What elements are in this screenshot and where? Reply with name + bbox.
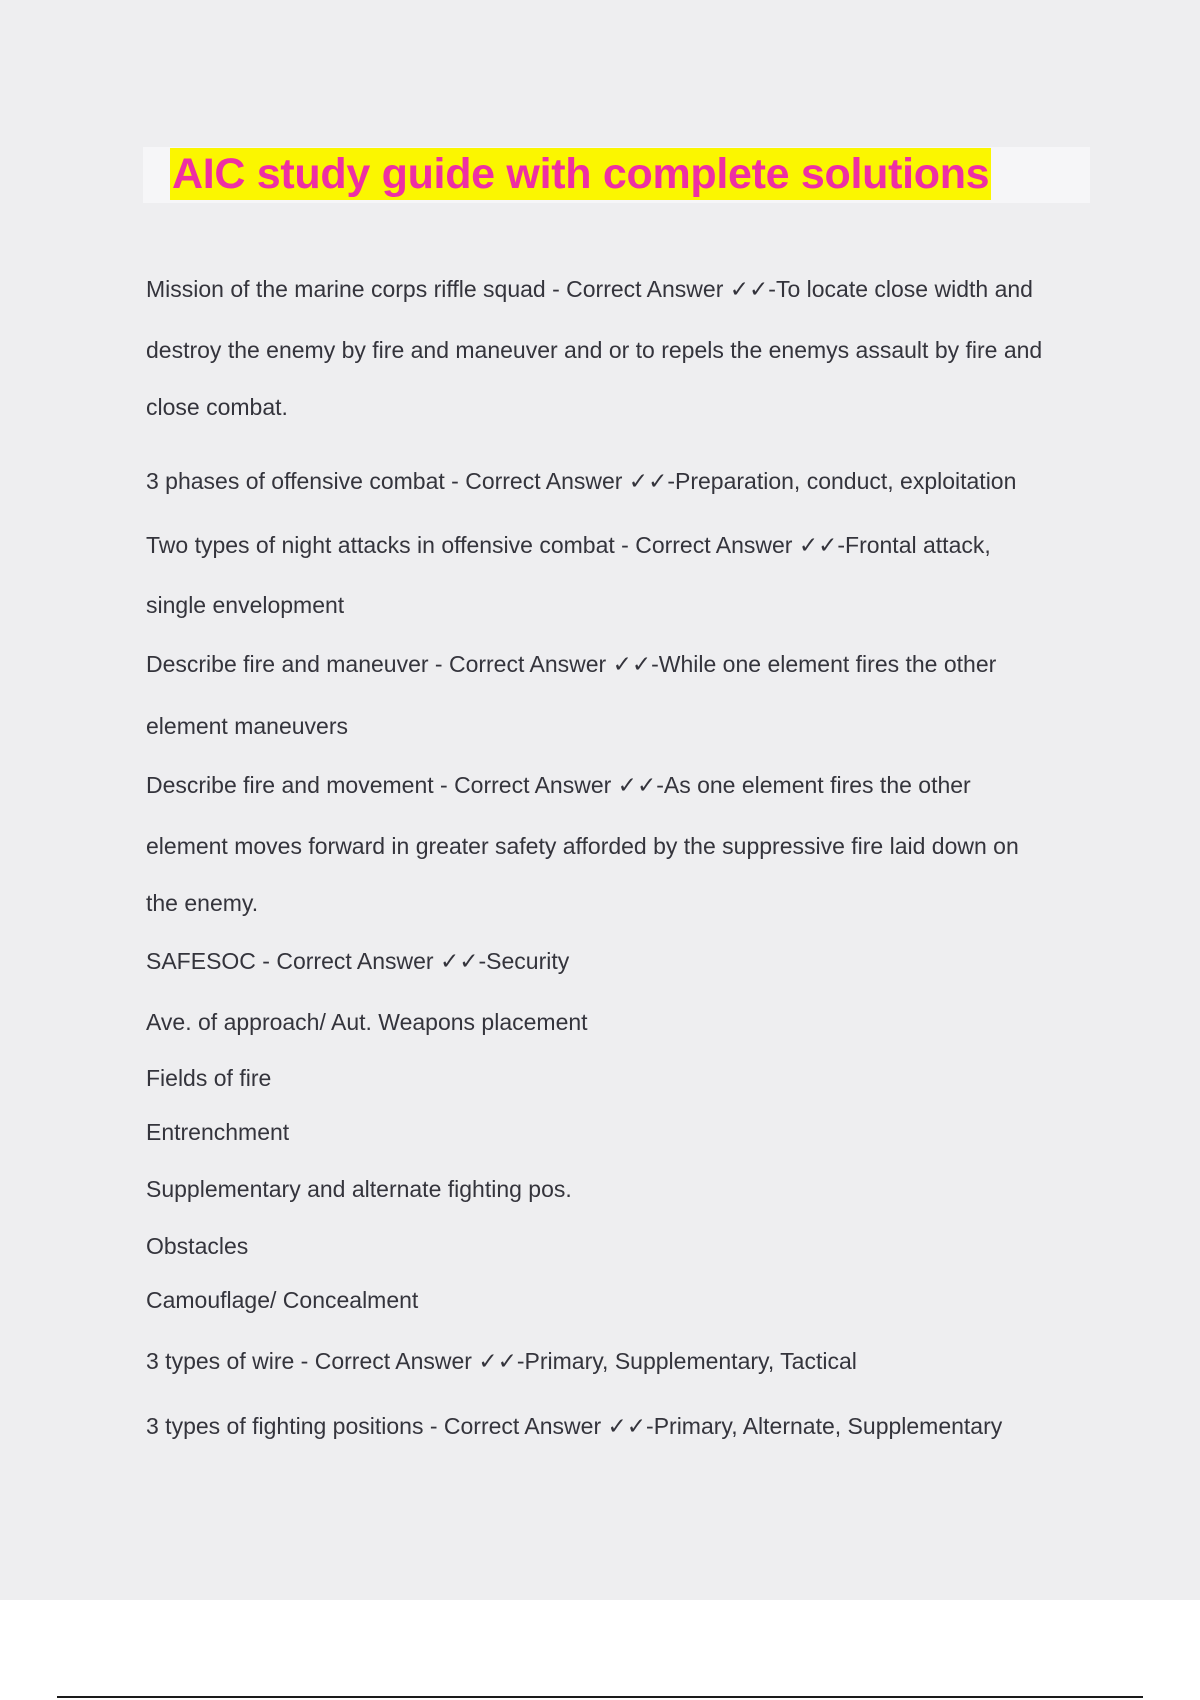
text-line: Entrenchment [146, 1119, 290, 1145]
text-line: 3 types of fighting positions - Correct Answer ✓✓-Primary, Alternate, Supplementary [146, 1413, 1003, 1439]
text-line: SAFESOC - Correct Answer ✓✓-Security [146, 948, 570, 974]
text-line: element moves forward in greater safety afforded by the suppressive fire laid down on [146, 833, 1019, 859]
text-line: Obstacles [146, 1233, 249, 1259]
text-line: Two types of night attacks in offensive combat - Correct Answer ✓✓-Frontal attack, [146, 532, 991, 558]
text-line: close combat. [146, 394, 288, 420]
text-line: Supplementary and alternate fighting pos. [146, 1176, 572, 1202]
text-line: Camouflage/ Concealment [146, 1287, 419, 1313]
text-line: Fields of fire [146, 1065, 272, 1091]
text-line: destroy the enemy by fire and maneuver and or to repels the enemys assault by fire and [146, 337, 1043, 363]
text-line: Mission of the marine corps riffle squad - Correct Answer ✓✓-To locate close width and [146, 276, 1033, 302]
text-line: Describe fire and movement - Correct Answer ✓✓-As one element fires the other [146, 772, 971, 798]
text-line: element maneuvers [146, 713, 348, 739]
page-divider [57, 1696, 1143, 1698]
text-line: single envelopment [146, 592, 345, 618]
text-line: the enemy. [146, 890, 259, 916]
text-line: 3 types of wire - Correct Answer ✓✓-Primary, Supplementary, Tactical [146, 1348, 857, 1374]
text-line: Ave. of approach/ Aut. Weapons placement [146, 1009, 588, 1035]
text-line: Describe fire and maneuver - Correct Answer ✓✓-While one element fires the other [146, 651, 997, 677]
text-line: 3 phases of offensive combat - Correct Answer ✓✓-Preparation, conduct, exploitation [146, 468, 1017, 494]
document-title: AIC study guide with complete solutions [172, 150, 990, 198]
